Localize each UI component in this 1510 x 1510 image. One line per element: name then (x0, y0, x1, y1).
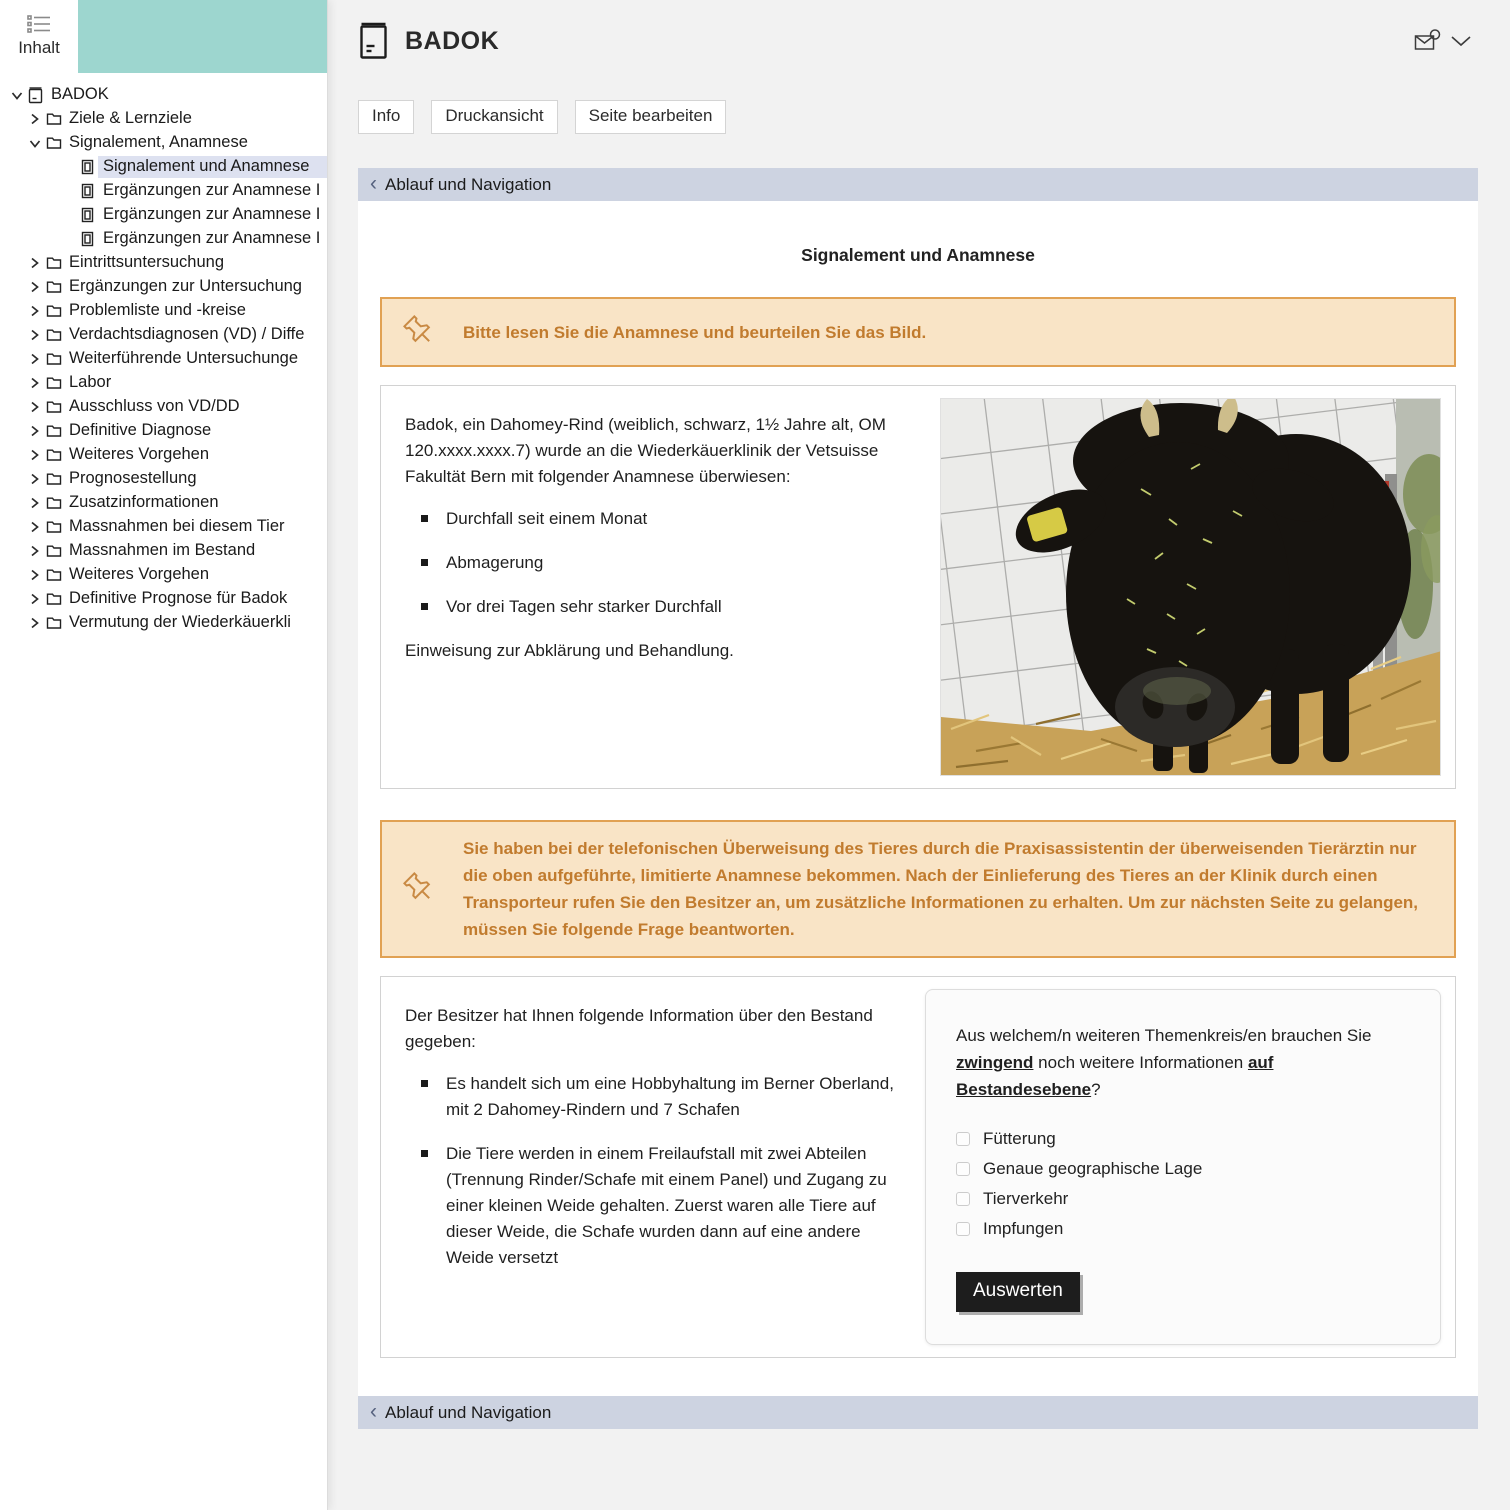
folder-icon (43, 424, 64, 438)
sidebar-header (0, 0, 327, 73)
sidebar-accent-box (78, 0, 327, 73)
phone-info-notice (380, 820, 1456, 958)
tree-item-label: Definitive Diagnose (69, 421, 212, 439)
instruction-notice (380, 297, 1456, 367)
tree-item[interactable] (0, 179, 327, 203)
tree-item[interactable] (0, 395, 327, 419)
tree-item-label: Ergänzungen zur Anamnese I (103, 205, 321, 223)
tree-item-label: Weiterführende Untersuchunge (69, 349, 299, 367)
anamnese-bullet: Abmagerung (419, 550, 914, 576)
tree-item[interactable] (0, 419, 327, 443)
expander-collapsed-icon[interactable] (26, 377, 43, 389)
chevron-left-icon: ‹ (370, 1400, 377, 1423)
folder-icon (43, 256, 64, 270)
content-list-icon (27, 15, 51, 33)
expander-collapsed-icon[interactable] (26, 569, 43, 581)
tree-item-label: Definitive Prognose für Badok (69, 589, 288, 607)
tree-item-label: Signalement und Anamnese (98, 156, 327, 178)
expander-collapsed-icon[interactable] (26, 449, 43, 461)
option-label: Genaue geographische Lage (983, 1159, 1203, 1178)
expander-collapsed-icon[interactable] (26, 401, 43, 413)
mail-status-icon[interactable] (1410, 26, 1444, 56)
module-icon (25, 87, 46, 104)
info-button[interactable]: Info (358, 100, 414, 134)
folder-icon (43, 280, 64, 294)
folder-icon (43, 328, 64, 342)
tree-item[interactable] (0, 323, 327, 347)
tree-item-label: Zusatzinformationen (69, 493, 219, 511)
tree-item[interactable] (0, 515, 327, 539)
bestand-bullet-list (419, 1071, 899, 1271)
expander-collapsed-icon[interactable] (26, 545, 43, 557)
page-icon (77, 183, 98, 199)
tree-item-label: Verdachtsdiagnosen (VD) / Diffe (69, 325, 305, 343)
cattle-photo (940, 398, 1441, 776)
tree-item[interactable] (0, 371, 327, 395)
tree-item[interactable] (0, 251, 327, 275)
anamnese-box (380, 385, 1456, 789)
folder-icon (43, 112, 64, 126)
tree-item-label: Signalement, Anamnese (69, 133, 248, 151)
expander-collapsed-icon[interactable] (26, 353, 43, 365)
question-text: Aus welchem/n weiteren Themenkreis/en brauchen Sie zwingend noch weitere Informationen auf Bestandesebene? (956, 1026, 1372, 1099)
bestand-bullet: Die Tiere werden in einem Freilaufstall mit zwei Abteilen (Trennung Rinder/Schafe mit einem Panel) und Zugang zu einer kleinen Weide gehalten. Zuerst waren alle Tiere auf dieser Weide, die Schafe wurden dann auf eine andere Weide versetzt (419, 1141, 899, 1271)
flow-navigation-bar-bottom[interactable] (358, 1396, 1478, 1429)
module-header (358, 22, 1478, 60)
tree-item-label: Eintrittsuntersuchung (69, 253, 225, 271)
folder-icon (43, 376, 64, 390)
tree-item[interactable] (0, 275, 327, 299)
folder-icon (43, 136, 64, 150)
option-label: Impfungen (983, 1219, 1064, 1238)
content-tab[interactable] (0, 0, 78, 73)
tree-item[interactable] (0, 107, 327, 131)
tree-item[interactable] (0, 203, 327, 227)
expander-collapsed-icon[interactable] (26, 617, 43, 629)
print-view-button[interactable]: Druckansicht (431, 100, 557, 134)
page-module-title: BADOK (405, 26, 500, 55)
bestand-bullet: Es handelt sich um eine Hobbyhaltung im Berner Oberland, mit 2 Dahomey-Rindern und 7 Schafen (419, 1071, 899, 1123)
option-row[interactable] (956, 1124, 1410, 1154)
folder-icon (43, 496, 64, 510)
content-panel (358, 201, 1478, 1396)
tree-item-label: Ziele & Lernziele (69, 109, 192, 127)
tree-item-label: Problemliste und -kreise (69, 301, 246, 319)
tree-item-label: Ausschluss von VD/DD (69, 397, 240, 415)
tree-item-label: Ergänzungen zur Untersuchung (69, 277, 302, 295)
anamnese-intro: Badok, ein Dahomey-Rind (weiblich, schwarz, 1½ Jahre alt, OM 120.xxxx.xxxx.7) wurde an die Wiederkäuerklinik der Vetsuisse Fakultät Bern mit folgender Anamnese überwiesen: (405, 415, 886, 486)
checkbox[interactable] (956, 1162, 970, 1176)
content-tree (0, 73, 327, 635)
tree-item-label: Ergänzungen zur Anamnese I (103, 181, 321, 199)
option-row[interactable] (956, 1154, 1410, 1184)
expander-collapsed-icon[interactable] (26, 329, 43, 341)
tree-item[interactable] (0, 227, 327, 251)
chevron-down-icon[interactable] (1444, 26, 1478, 56)
flow-navigation-bar-top[interactable] (358, 168, 1478, 201)
expander-collapsed-icon[interactable] (26, 305, 43, 317)
page-icon (77, 207, 98, 223)
tree-item[interactable] (0, 491, 327, 515)
instruction-notice-text: Bitte lesen Sie die Anamnese und beurteilen Sie das Bild. (463, 322, 927, 342)
anamnese-bullet: Vor drei Tagen sehr starker Durchfall (419, 594, 914, 620)
tree-item[interactable] (0, 155, 327, 179)
option-row[interactable] (956, 1214, 1410, 1244)
folder-icon (43, 472, 64, 486)
expander-collapsed-icon[interactable] (26, 473, 43, 485)
pushpin-icon (400, 869, 440, 909)
option-label: Fütterung (983, 1129, 1056, 1148)
tree-item[interactable] (0, 299, 327, 323)
checkbox[interactable] (956, 1132, 970, 1146)
toolbar (358, 100, 1478, 134)
folder-icon (43, 352, 64, 366)
expander-expanded-icon[interactable] (26, 138, 43, 149)
expander-collapsed-icon[interactable] (26, 425, 43, 437)
bestand-intro: Der Besitzer hat Ihnen folgende Information über den Bestand gegeben: (405, 1006, 873, 1051)
content-sidebar (0, 0, 328, 1510)
anamnese-outro: Einweisung zur Abklärung und Behandlung. (405, 641, 734, 660)
tree-item[interactable] (0, 563, 327, 587)
tree-item-label: Labor (69, 373, 112, 391)
tree-item-label: Prognosestellung (69, 469, 197, 487)
anamnese-text (393, 398, 940, 776)
folder-icon (43, 544, 64, 558)
option-row[interactable] (956, 1184, 1410, 1214)
folder-icon (43, 400, 64, 414)
flow-navigation-label: Ablauf und Navigation (385, 1402, 552, 1422)
folder-icon (43, 568, 64, 582)
expander-collapsed-icon[interactable] (26, 281, 43, 293)
phone-info-notice-text: Sie haben bei der telefonischen Überweisung des Tieres durch die Praxisassistentin der überweisenden Tierärztin nur die oben aufgeführte, limitierte Anamnese bekommen. Nach der Einlieferung des Tieres an der Klinik durch einen Transporteur rufen Sie den Besitzer an, um zusätzliche Informationen zu erhalten. Um zur nächsten Seite zu gelangen, müssen Sie folgende Frage beantworten. (463, 839, 1419, 939)
checkbox[interactable] (956, 1192, 970, 1206)
tree-item[interactable] (0, 587, 327, 611)
tree-item[interactable] (0, 467, 327, 491)
question-card (925, 989, 1441, 1345)
expander-collapsed-icon[interactable] (26, 257, 43, 269)
page-icon (77, 231, 98, 247)
tree-item-label: Massnahmen bei diesem Tier (69, 517, 285, 535)
folder-icon (43, 520, 64, 534)
option-label: Tierverkehr (983, 1189, 1069, 1208)
tree-item-label: Ergänzungen zur Anamnese I (103, 229, 321, 247)
tree-item-label: Massnahmen im Bestand (69, 541, 256, 559)
page-title: Signalement und Anamnese (801, 245, 1035, 265)
expander-collapsed-icon[interactable] (26, 521, 43, 533)
question-options (956, 1124, 1410, 1244)
tree-item-label: Weiteres Vorgehen (69, 445, 210, 463)
tree-item-label: BADOK (51, 85, 109, 103)
tree-item[interactable] (0, 347, 327, 371)
tree-item[interactable] (0, 83, 327, 107)
tree-item-label: Vermutung der Wiederkäuerkli (69, 613, 291, 631)
tree-item[interactable] (0, 443, 327, 467)
pushpin-icon (400, 312, 440, 352)
tree-item[interactable] (0, 611, 327, 635)
evaluate-button[interactable]: Auswerten (956, 1272, 1080, 1312)
checkbox[interactable] (956, 1222, 970, 1236)
expander-collapsed-icon[interactable] (26, 497, 43, 509)
folder-icon (43, 304, 64, 318)
bestand-box (380, 976, 1456, 1358)
flow-navigation-label: Ablauf und Navigation (385, 174, 552, 194)
chevron-left-icon: ‹ (370, 172, 377, 195)
tree-item[interactable] (0, 539, 327, 563)
anamnese-bullet-list (419, 506, 914, 620)
tree-item[interactable] (0, 131, 327, 155)
folder-icon (43, 592, 64, 606)
expander-collapsed-icon[interactable] (26, 593, 43, 605)
tree-item-label: Weiteres Vorgehen (69, 565, 210, 583)
folder-icon (43, 448, 64, 462)
anamnese-bullet: Durchfall seit einem Monat (419, 506, 914, 532)
learning-module-icon (358, 22, 389, 60)
main-area (328, 0, 1510, 1510)
content-tab-label: Inhalt (18, 38, 60, 57)
expander-collapsed-icon[interactable] (26, 113, 43, 125)
page-icon (77, 159, 98, 175)
edit-page-button[interactable]: Seite bearbeiten (575, 100, 727, 134)
bestand-text (393, 989, 925, 1345)
expander-expanded-icon[interactable] (8, 90, 25, 101)
folder-icon (43, 616, 64, 630)
